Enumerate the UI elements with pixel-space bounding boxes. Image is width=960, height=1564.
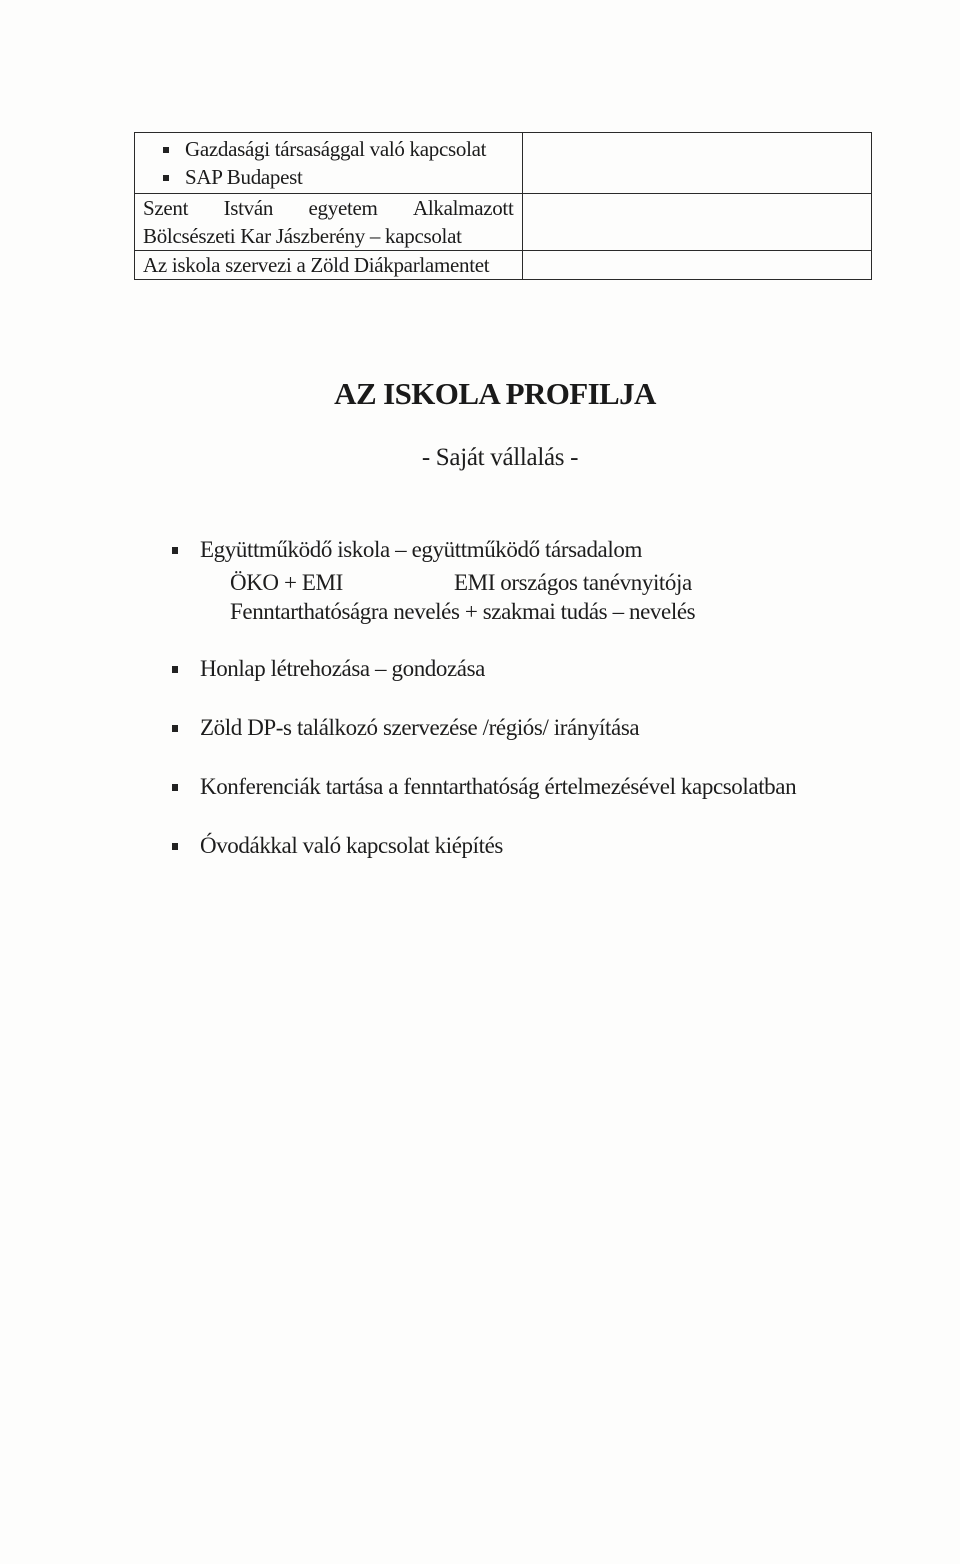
detail-row: [230, 568, 932, 597]
list-item: [172, 534, 932, 626]
list-item-text: Honlap létrehozása – gondozása: [200, 656, 485, 681]
table-row: [135, 251, 872, 280]
list-item: [172, 653, 932, 685]
list-item: [172, 830, 932, 862]
profile-list: [172, 534, 932, 862]
detail-right: EMI országos tanévnyitója: [454, 570, 692, 595]
square-bullet-icon: [172, 666, 178, 673]
partnership-table: [134, 132, 872, 280]
table-row: [135, 133, 872, 194]
list-item: SAP Budapest: [163, 163, 514, 191]
square-bullet-icon: [172, 784, 178, 791]
word: Alkalmazott: [413, 196, 514, 220]
word: egyetem: [308, 196, 378, 220]
table-cell: [135, 194, 523, 251]
table-cell-empty: [522, 251, 871, 280]
table-cell-empty: [522, 194, 871, 251]
list-item-text: Együttműködő iskola – együttműködő társadalom: [200, 537, 642, 562]
page-subtitle: - Saját vállalás -: [421, 444, 579, 471]
table-text-line: Bölcsészeti Kar Jászberény – kapcsolat: [143, 224, 462, 248]
list-item-text: Konferenciák tartása a fenntarthatóság értelmezésével kapcsolatban: [200, 774, 797, 799]
list-item-heading: [172, 534, 932, 566]
table-cell: [135, 133, 523, 194]
list-item-text: Zöld DP-s találkozó szervezése /régiós/ irányítása: [200, 715, 640, 740]
list-item: Gazdasági társasággal való kapcsolat: [163, 135, 514, 163]
list-item-text: Óvodákkal való kapcsolat kiépítés: [200, 833, 503, 858]
table-cell-empty: [522, 133, 871, 194]
detail-left: ÖKO + EMI: [230, 570, 343, 595]
bullet-list: [143, 133, 514, 193]
word: Szent: [143, 196, 189, 220]
square-bullet-icon: [172, 843, 178, 850]
page-title: AZ ISKOLA PROFILJA: [334, 376, 656, 411]
table-cell: Az iskola szervezi a Zöld Diákparlamentet: [135, 251, 523, 280]
list-item-details: [172, 568, 932, 626]
square-bullet-icon: [172, 725, 178, 732]
detail-line: Fenntarthatóságra nevelés + szakmai tudás – nevelés: [230, 599, 696, 624]
justified-line: [143, 194, 514, 222]
square-bullet-icon: [172, 547, 178, 554]
word: István: [223, 196, 274, 220]
list-item: [172, 771, 932, 803]
list-item: [172, 712, 932, 744]
table-row: [135, 194, 872, 251]
